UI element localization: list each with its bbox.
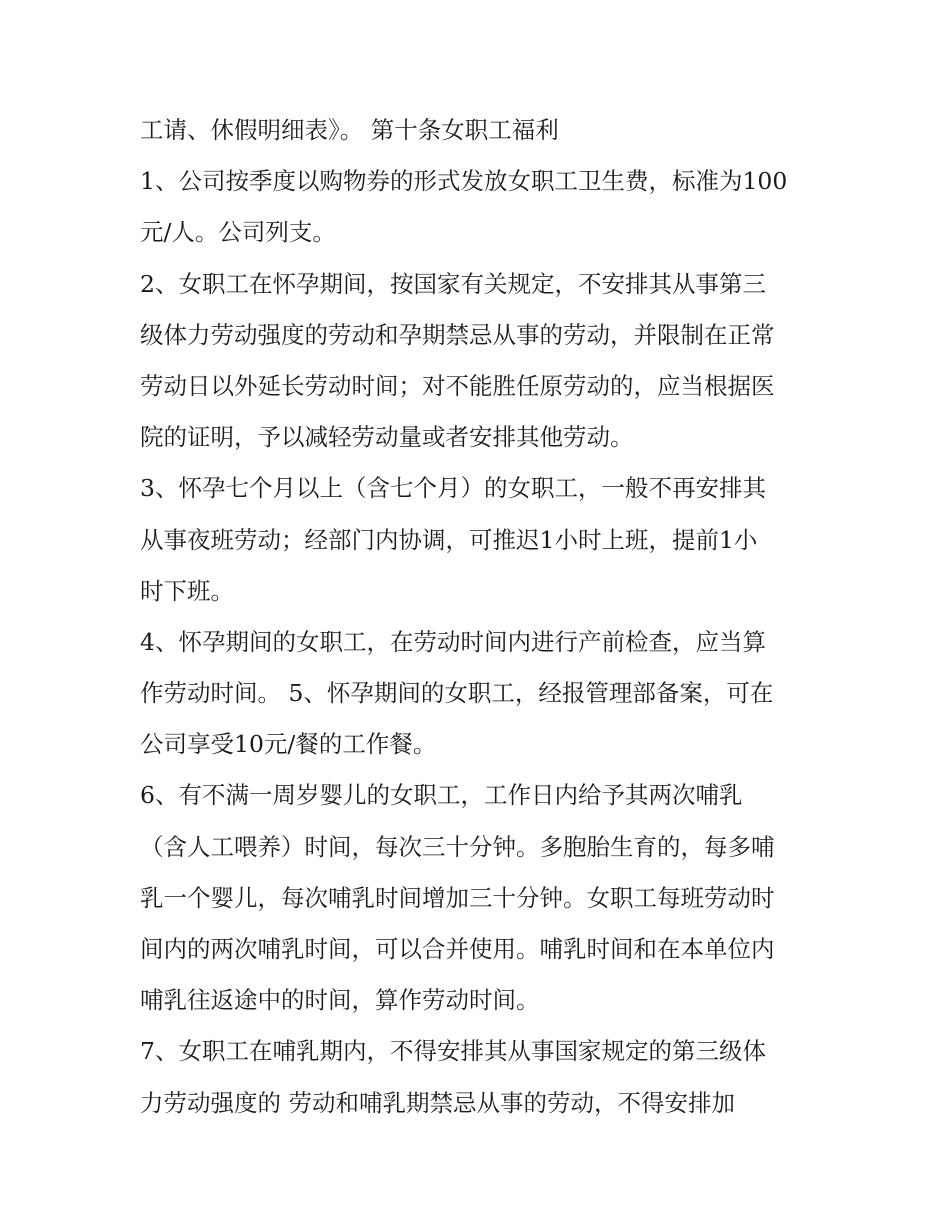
text-line: 劳动日以外延长劳动时间；对不能胜任原劳动的，应当根据医: [140, 371, 775, 400]
text-line: 元/人。公司列支。: [140, 218, 336, 247]
text-line: 力劳动强度的 劳动和哺乳期禁忌从事的劳动，不得安排加: [140, 1088, 735, 1117]
text-line: 级体力劳动强度的劳动和孕期禁忌从事的劳动，并限制在正常: [140, 320, 775, 349]
text-line: 1、公司按季度以购物券的形式发放女职工卫生费，标准为100: [140, 167, 788, 196]
text-line: 时下班。: [140, 576, 234, 605]
document-body: [140, 110, 820, 1134]
text-line: 6、有不满一周岁婴儿的女职工，工作日内给予其两次哺乳: [140, 781, 743, 810]
text-line: 4、怀孕期间的女职工，在劳动时间内进行产前检查，应当算: [140, 627, 766, 656]
text-line: 从事夜班劳动；经部门内协调，可推迟1小时上班，提前1小: [140, 525, 758, 554]
text-line: 哺乳往返途中的时间，算作劳动时间。: [140, 986, 540, 1015]
text-line: 7、女职工在哺乳期内，不得安排其从事国家规定的第三级体: [140, 1037, 766, 1066]
text-line: 作劳动时间。 5、怀孕期间的女职工，经报管理部备案，可在: [140, 679, 774, 708]
text-line: 间内的两次哺乳时间，可以合并使用。哺乳时间和在本单位内: [140, 935, 775, 963]
text-line: 2、女职工在怀孕期间，按国家有关规定，不安排其从事第三: [140, 269, 766, 298]
text-line: （含人工喂养）时间，每次三十分钟。多胞胎生育的，每多哺: [140, 832, 775, 861]
text-line: 公司享受10元/餐的工作餐。: [140, 730, 437, 759]
text-line: 乳一个婴儿，每次哺乳时间增加三十分钟。女职工每班劳动时: [140, 883, 775, 912]
text-line: 院的证明，予以减轻劳动量或者安排其他劳动。: [140, 423, 634, 452]
text-line: 3、怀孕七个月以上（含七个月）的女职工，一般不再安排其: [140, 474, 766, 503]
text-line: 工请、休假明细表》。 第十条女职工福利: [140, 116, 559, 144]
